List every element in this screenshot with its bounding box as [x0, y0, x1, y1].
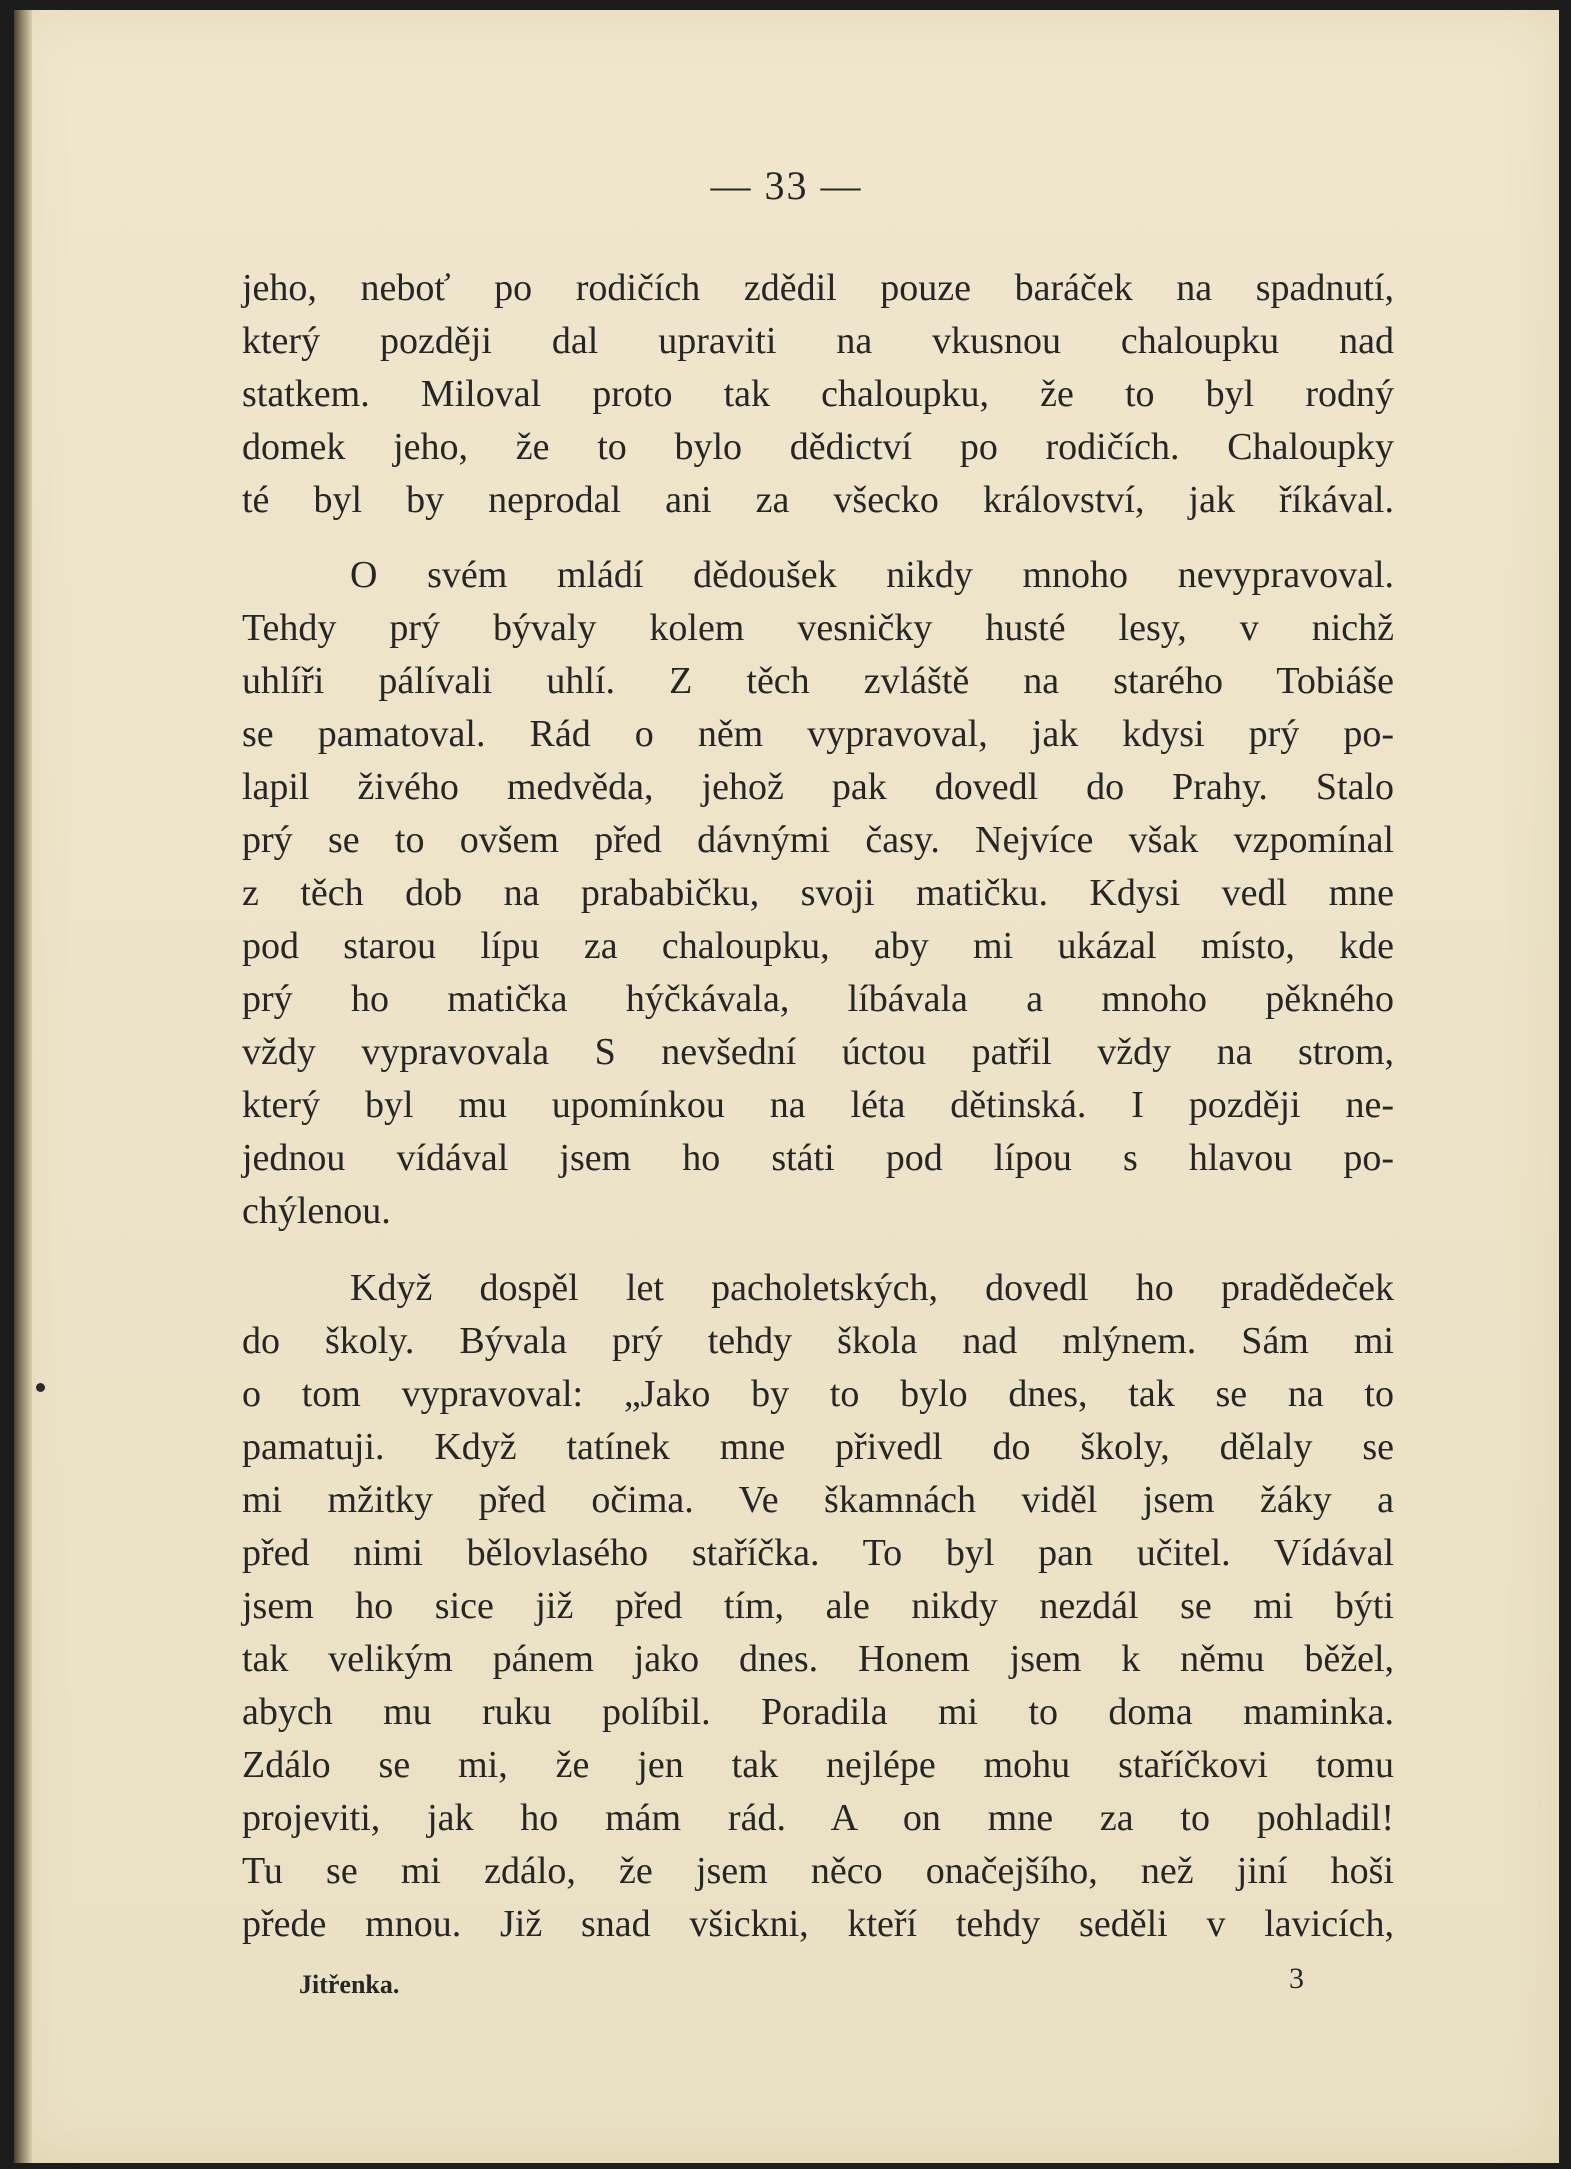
text-line: Zdálo se mi, že jen tak nejlépe mohu staříčkovi tomu: [242, 1744, 1394, 1786]
text-line: O svém mládí dědoušek nikdy mnoho nevypravoval.: [350, 554, 1394, 596]
text-line: lapil živého medvěda, jehož pak dovedl do Prahy. Stalo: [242, 766, 1394, 808]
footer-sheet-number: 3: [1289, 1962, 1304, 1995]
text-line: jeho, neboť po rodičích zdědil pouze baráček na spadnutí,: [242, 267, 1394, 309]
text-line: do školy. Bývala prý tehdy škola nad mlýnem. Sám mi: [242, 1320, 1394, 1362]
text-line: domek jeho, že to bylo dědictví po rodičích. Chaloupky: [242, 426, 1394, 468]
paper-sheet: [14, 10, 1559, 2163]
text-line: statkem. Miloval proto tak chaloupku, že to byl rodný: [242, 373, 1394, 415]
page-number-header: — 33 —: [710, 163, 863, 208]
text-line: abych mu ruku políbil. Poradila mi to doma maminka.: [242, 1691, 1394, 1733]
text-line: který byl mu upomínkou na léta dětinská. I později ne-: [242, 1084, 1394, 1126]
footer-signature: Jitřenka.: [299, 1970, 400, 1999]
text-line: pod starou lípu za chaloupku, aby mi ukázal místo, kde: [242, 925, 1394, 967]
text-line: jsem ho sice již před tím, ale nikdy nezdál se mi býti: [242, 1585, 1394, 1627]
binding-mark: [36, 1383, 45, 1392]
text-line: mi mžitky před očima. Ve škamnách viděl jsem žáky a: [242, 1479, 1394, 1521]
text-line: chýlenou.: [242, 1190, 391, 1232]
text-line: prý se to ovšem před dávnými časy. Nejvíce však vzpomínal: [242, 819, 1394, 861]
text-line: Tehdy prý bývaly kolem vesničky husté lesy, v nichž: [242, 607, 1394, 649]
text-line: z těch dob na prababičku, svoji matičku. Kdysi vedl mne: [242, 872, 1394, 914]
text-line: projeviti, jak ho mám rád. A on mne za to pohladil!: [242, 1797, 1394, 1839]
book-binding-edge: [14, 10, 32, 2163]
text-line: jednou vídával jsem ho státi pod lípou s hlavou po-: [242, 1137, 1394, 1179]
text-line: prý ho matička hýčkávala, líbávala a mnoho pěkného: [242, 978, 1394, 1020]
text-line: Když dospěl let pacholetských, dovedl ho pradědeček: [350, 1267, 1394, 1309]
text-line: Tu se mi zdálo, že jsem něco onačejšího, než jiní hoši: [242, 1850, 1394, 1892]
text-line: přede mnou. Již snad všickni, kteří tehdy seděli v lavicích,: [242, 1903, 1394, 1945]
text-line: se pamatoval. Rád o něm vypravoval, jak kdysi prý po-: [242, 713, 1394, 755]
text-line: tak velikým pánem jako dnes. Honem jsem k němu běžel,: [242, 1638, 1394, 1680]
text-line: před nimi bělovlasého staříčka. To byl pan učitel. Vídával: [242, 1532, 1394, 1574]
text-line: pamatuji. Když tatínek mne přivedl do školy, dělaly se: [242, 1426, 1394, 1468]
text-line: uhlíři pálívali uhlí. Z těch zvláště na starého Tobiáše: [242, 660, 1394, 702]
text-line: vždy vypravovala S nevšední úctou patřil vždy na strom,: [242, 1031, 1394, 1073]
text-line: který později dal upraviti na vkusnou chaloupku nad: [242, 320, 1394, 362]
text-line: o tom vypravoval: „Jako by to bylo dnes, tak se na to: [242, 1373, 1394, 1415]
text-line: té byl by neprodal ani za všecko království, jak říkával.: [242, 479, 1394, 521]
